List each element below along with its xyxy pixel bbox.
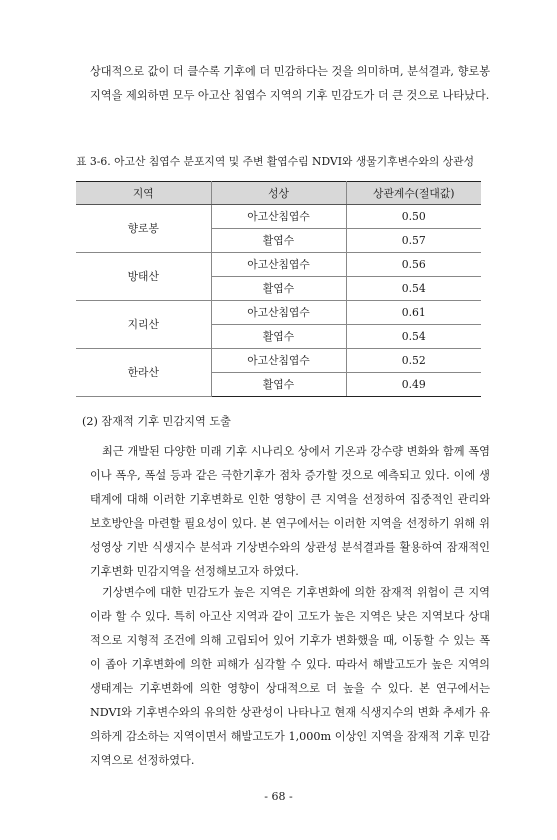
region-cell: 한라산 [76,349,211,397]
page-number: - 68 - [264,790,293,803]
type-cell: 아고산침엽수 [211,205,346,229]
value-cell: 0.56 [346,253,481,277]
table-row [76,253,481,277]
header-type: 성상 [211,182,346,205]
body-paragraph [90,581,490,773]
value-cell: 0.52 [346,349,481,373]
correlation-table [76,181,481,397]
table-row [76,205,481,229]
type-cell: 활엽수 [211,277,346,301]
type-cell: 활엽수 [211,325,346,349]
region-cell: 지리산 [76,301,211,349]
value-cell: 0.61 [346,301,481,325]
region-cell: 향로봉 [76,205,211,253]
value-cell: 0.57 [346,229,481,253]
region-cell: 방태산 [76,253,211,301]
type-cell: 활엽수 [211,373,346,397]
table-row [76,349,481,373]
header-correlation: 상관계수(절대값) [346,182,481,205]
value-cell: 0.49 [346,373,481,397]
section-heading: (2) 잠재적 기후 민감지역 도출 [82,415,231,428]
type-cell: 활엽수 [211,229,346,253]
table-caption: 표 3-6. 아고산 침엽수 분포지역 및 주변 활엽수림 NDVI와 생물기후변수와의 상관성 [76,155,475,168]
table-row [76,301,481,325]
type-cell: 아고산침엽수 [211,349,346,373]
value-cell: 0.54 [346,277,481,301]
paragraph-text: 기상변수에 대한 민감도가 높은 지역은 기후변화에 의한 잠재적 위험이 큰 지역이라 할 수 있다. 특히 아고산 지역과 같이 고도가 높은 지역은 낮은 지역보다 상대적으로 지형적 조건에 의해 고립되어 있어 기후가 변화했을 때, 이동할 수 있는 폭이 좁아 기후변화에 의한 피해가 심각할 수 있다. 따라서 해발고도가 높은 지역의 생태계는 기후변화에 의한 영향이 상대적으로 더 높을 수 있다. 본 연구에서는 NDVI와 기후변수와의 유의한 상관성이 나타나고 현재 식생지수의 변화 추세가 유의하게 감소하는 지역이면서 해발고도가 1,000m 이상인 지역을 잠재적 기후 민감지역으로 선정하였다. [90,586,490,767]
intro-paragraph [90,60,490,108]
body-paragraph [90,440,490,584]
value-cell: 0.54 [346,325,481,349]
type-cell: 아고산침엽수 [211,253,346,277]
header-region: 지역 [76,182,211,205]
intro-text: 상대적으로 값이 더 클수록 기후에 더 민감하다는 것을 의미하며, 분석결과, 향로봉 지역을 제외하면 모두 아고산 침엽수 지역의 기후 민감도가 더 큰 것으로 나타났다. [90,65,490,102]
table-header-row [76,182,481,205]
type-cell: 아고산침엽수 [211,301,346,325]
value-cell: 0.50 [346,205,481,229]
paragraph-text: 최근 개발된 다양한 미래 기후 시나리오 상에서 기온과 강수량 변화와 함께 폭염이나 폭우, 폭설 등과 같은 극한기후가 점차 증가할 것으로 예측되고 있다. 이에 생태계에 대해 이러한 기후변화로 인한 영향이 큰 지역을 선정하여 집중적인 관리와 보호방안을 마련할 필요성이 있다. 본 연구에서는 이러한 지역을 선정하기 위해 위성영상 기반 식생지수 분석과 기상변수와의 상관성 분석결과를 활용하여 잠재적인 기후변화 민감지역을 선정해보고자 하였다. [90,445,490,578]
